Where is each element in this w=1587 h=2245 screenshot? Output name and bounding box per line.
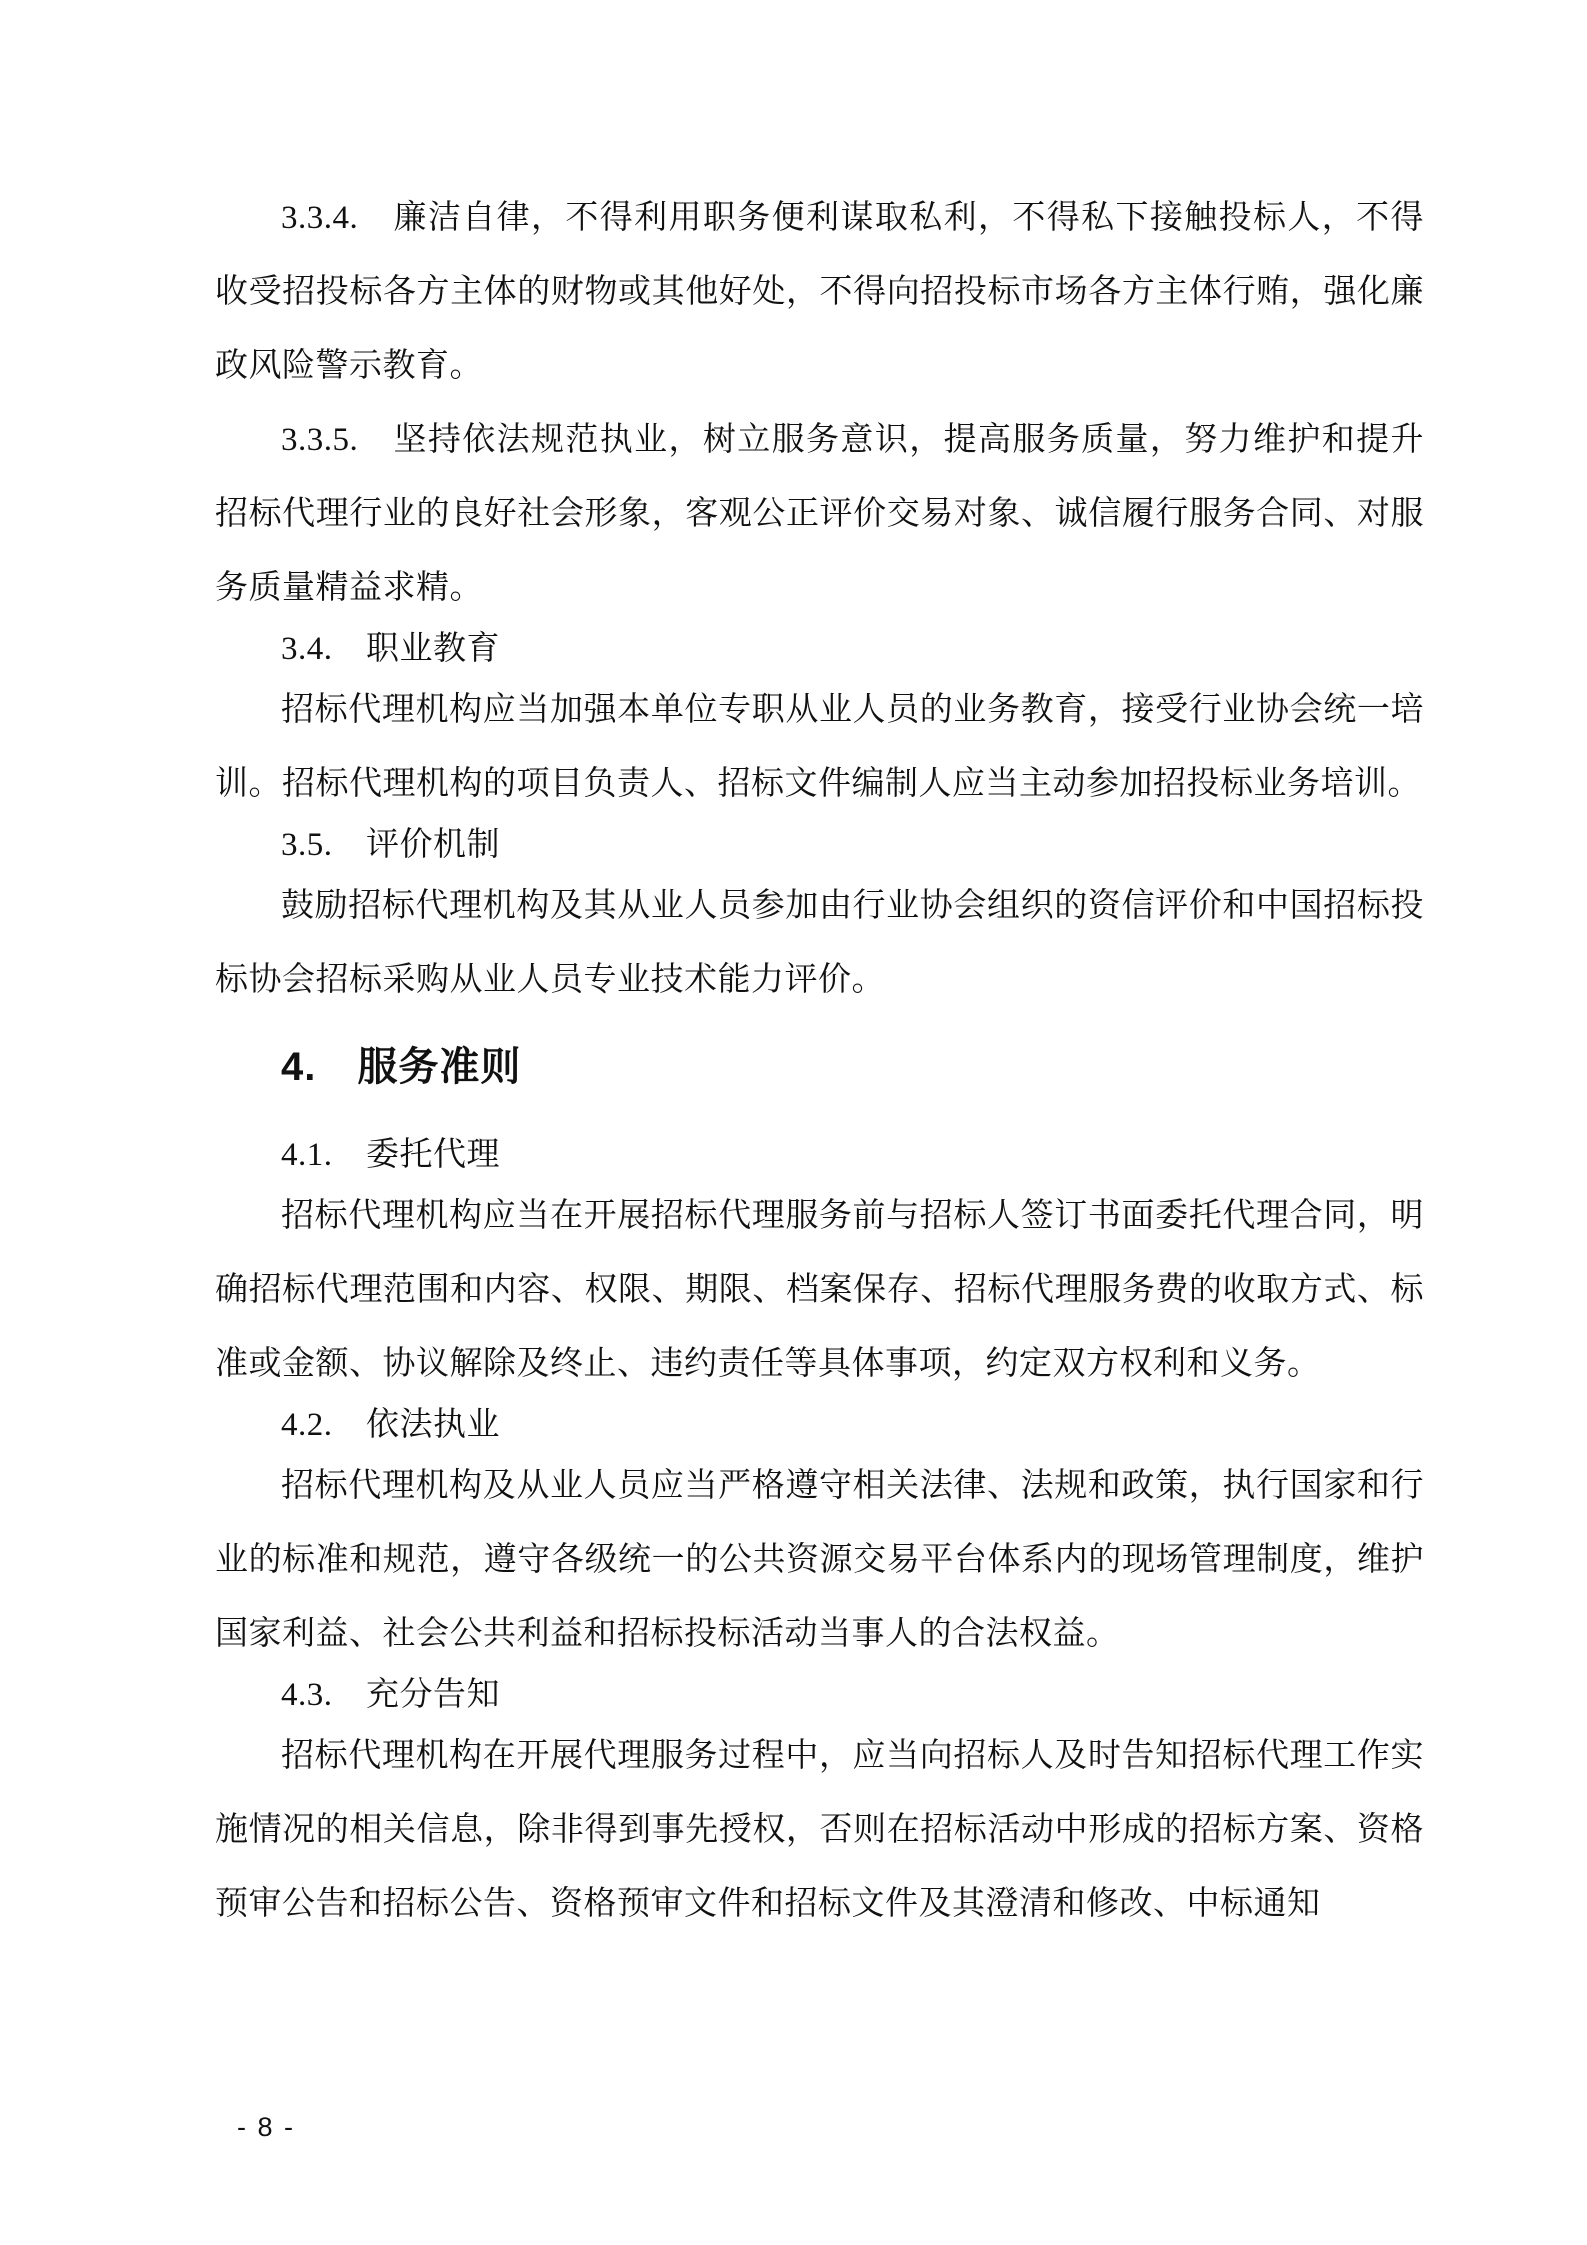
section-heading: 3.5. 评价机制: [281, 827, 500, 863]
body-paragraph: 招标代理机构应当加强本单位专职从业人员的业务教育，接受行业协会统一培训。招标代理机构的项目负责人、招标文件编制人应当主动参加招投标业务培训。: [215, 692, 1424, 802]
page-number: - 8 -: [237, 2112, 296, 2142]
body-paragraph: 3.3.5. 坚持依法规范执业，树立服务意识，提高服务质量，努力维护和提升招标代理行业的良好社会形象，客观公正评价交易对象、诚信履行服务合同、对服务质量精益求精。: [215, 422, 1424, 606]
body-paragraph: 3.3.4. 廉洁自律，不得利用职务便利谋取私利，不得私下接触投标人，不得收受招投标各方主体的财物或其他好处，不得向招投标市场各方主体行贿，强化廉政风险警示教育。: [215, 200, 1424, 384]
body-paragraph: 招标代理机构在开展代理服务过程中，应当向招标人及时告知招标代理工作实施情况的相关信息，除非得到事先授权，否则在招标活动中形成的招标方案、资格预审公告和招标公告、资格预审文件和招标文件及其澄清和修改、中标通知: [215, 1738, 1424, 1922]
body-paragraph: 招标代理机构应当在开展招标代理服务前与招标人签订书面委托代理合同，明确招标代理范围和内容、权限、期限、档案保存、招标代理服务费的收取方式、标准或金额、协议解除及终止、违约责任等具体事项，约定双方权利和义务。: [215, 1198, 1424, 1382]
section-heading: 4.3. 充分告知: [281, 1677, 500, 1713]
document-content: [215, 181, 1424, 1941]
body-paragraph: 招标代理机构及从业人员应当严格遵守相关法律、法规和政策，执行国家和行业的标准和规范，遵守各级统一的公共资源交易平台体系内的现场管理制度，维护国家利益、社会公共利益和招标投标活动当事人的合法权益。: [215, 1468, 1424, 1652]
body-paragraph: 鼓励招标代理机构及其从业人员参加由行业协会组织的资信评价和中国招标投标协会招标采购从业人员专业技术能力评价。: [215, 888, 1424, 998]
section-heading: 4.1. 委托代理: [281, 1137, 500, 1173]
section-heading: 4.2. 依法执业: [281, 1407, 500, 1443]
section-heading: 3.4. 职业教育: [281, 631, 500, 667]
chapter-heading: 4. 服务准则: [281, 1045, 522, 1089]
